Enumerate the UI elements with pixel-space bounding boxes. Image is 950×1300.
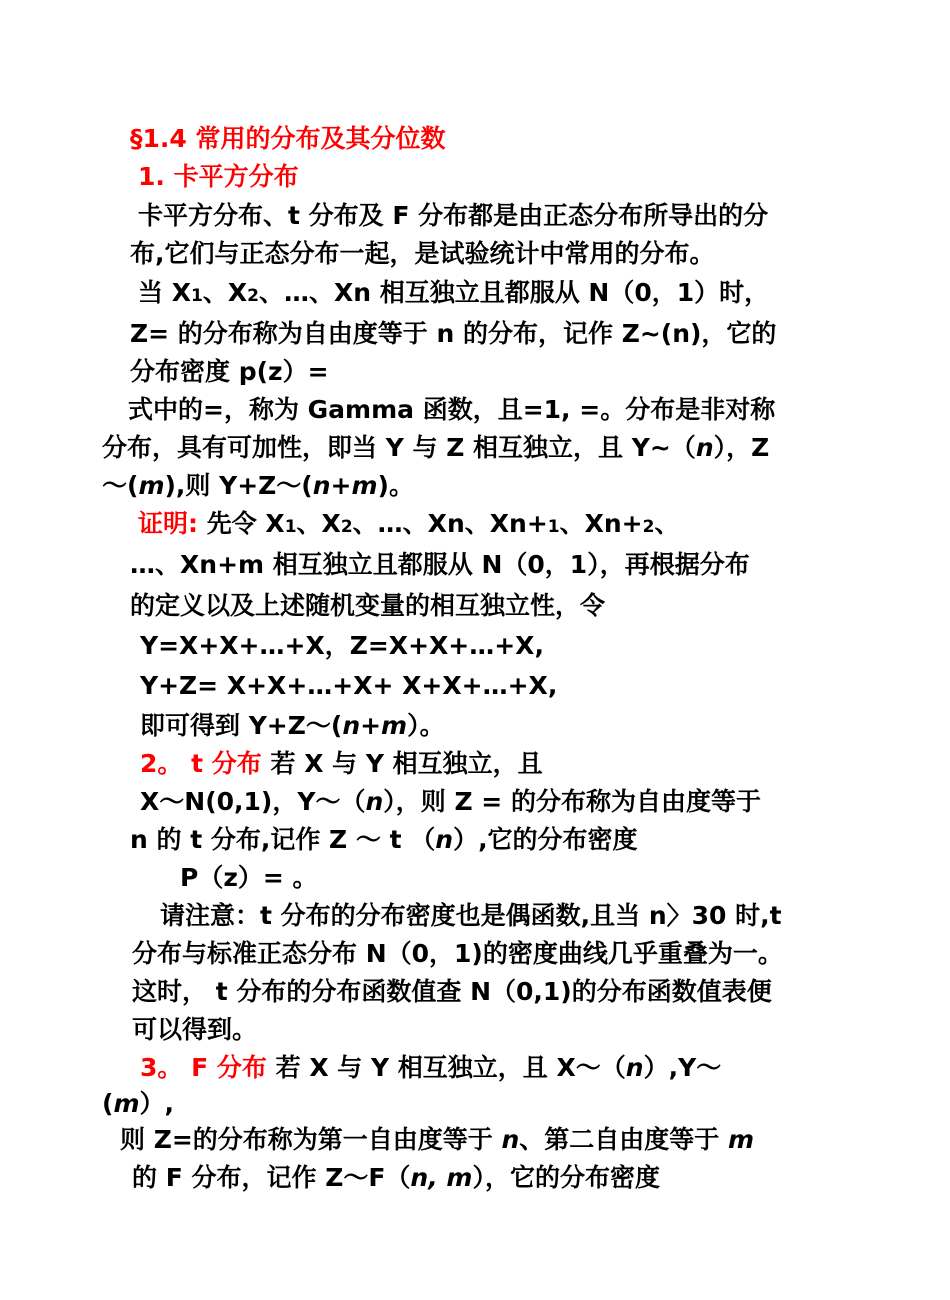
italic-var: n, m	[410, 1163, 473, 1192]
f-distribution-line	[120, 1125, 754, 1155]
italic-var: m	[728, 1125, 755, 1154]
chi-definition-line: Z= 的分布称为自由度等于 n 的分布，记作 Z~(n)，它的	[130, 319, 777, 348]
text-run: 当 X	[138, 278, 191, 307]
text-run: ）,它的分布密度	[453, 825, 638, 854]
italic-var: n+m	[342, 711, 408, 740]
text-run: 分布，具有可加性，即当 Y 与 Z 相互独立，且 Y~（	[102, 433, 696, 462]
text-run: )。	[377, 471, 414, 500]
proof-label: 证明:	[138, 509, 198, 538]
italic-var: n	[365, 787, 384, 816]
text-run: (	[102, 1089, 114, 1118]
text-run: ）,	[139, 1089, 174, 1118]
subscript: 2	[642, 517, 655, 537]
text-run: 、…、Xn 相互独立且都服从 N（0，1）时，	[258, 278, 770, 307]
text-run: ～(	[102, 471, 139, 500]
text-run: ），则 Z = 的分布称为自由度等于	[383, 787, 761, 816]
text-run: 、…、Xn、Xn+	[352, 509, 548, 538]
text-run: ）。	[407, 711, 445, 740]
text-run: 、	[654, 509, 680, 538]
t-note-line: 分布与标准正态分布 N（0，1)的密度曲线几乎重叠为一。	[132, 939, 783, 968]
subscript: 1	[547, 517, 560, 537]
text-run: ）,Y～	[643, 1053, 722, 1082]
subscript: 2	[247, 286, 259, 306]
subscript: 2	[340, 517, 353, 537]
text-run: X～N(0,1)，Y～（	[140, 787, 366, 816]
t-distribution-line	[140, 787, 761, 817]
italic-var: m	[113, 1089, 140, 1118]
f-distribution-heading: 3。 F 分布	[140, 1053, 267, 1082]
italic-var: n+m	[312, 471, 378, 500]
chi-density-line: 分布密度 p(z）=	[130, 357, 329, 386]
t-density-line: P（z）= 。	[180, 863, 318, 892]
text-run: 则 Z=的分布称为第一自由度等于	[120, 1125, 502, 1154]
proof-line: 的定义以及上述随机变量的相互独立性，令	[130, 591, 606, 620]
proof-line: Y=X+X+…+X，Z=X+X+…+X,	[140, 631, 544, 660]
t-note-line: 请注意：t 分布的分布密度也是偶函数,且当 n〉30 时,t	[160, 901, 782, 930]
f-distribution-line	[140, 1053, 721, 1083]
chi-property-line	[102, 471, 414, 501]
text-run: 、Xn+	[559, 509, 643, 538]
text-run: 若 X 与 Y 相互独立，且 X～（	[275, 1053, 626, 1082]
text-run: ），它的分布密度	[472, 1163, 660, 1192]
t-note-line: 可以得到。	[132, 1015, 258, 1044]
t-distribution-heading: 2。 t 分布	[140, 749, 262, 778]
text-run: ），Z	[713, 433, 770, 462]
proof-line	[138, 509, 680, 539]
f-distribution-line	[132, 1163, 660, 1193]
text-run: 的 F 分布，记作 Z～F（	[132, 1163, 411, 1192]
section-title: §1.4 常用的分布及其分位数	[130, 124, 446, 153]
t-distribution-line	[140, 749, 543, 779]
text-run: 、X	[202, 278, 248, 307]
italic-var: n	[625, 1053, 644, 1082]
t-note-line: 这时， t 分布的分布函数值查 N（0,1)的分布函数值表便	[132, 977, 772, 1006]
proof-line: …、Xn+m 相互独立且都服从 N（0，1），再根据分布	[130, 550, 750, 579]
text-run: 、X	[296, 509, 341, 538]
t-distribution-line	[130, 825, 638, 855]
proof-line: Y+Z= X+X+…+X+ X+X+…+X,	[140, 671, 558, 700]
subscript: 1	[284, 517, 297, 537]
text-run: 若 X 与 Y 相互独立，且	[270, 749, 543, 778]
f-distribution-line	[102, 1089, 174, 1119]
text-run: 先令 X	[206, 509, 285, 538]
chi-property-line: 式中的=，称为 Gamma 函数，且=1, =。分布是非对称	[128, 395, 776, 424]
text-run: ),则 Y+Z～(	[164, 471, 313, 500]
text-run: 、第二自由度等于	[519, 1125, 729, 1154]
subscript: 1	[190, 286, 203, 306]
chi-paragraph-line: 布,它们与正态分布一起，是试验统计中常用的分布。	[130, 239, 715, 268]
chi-property-line	[102, 433, 769, 463]
italic-var: n	[501, 1125, 520, 1154]
chi-paragraph-line: 卡平方分布、t 分布及 F 分布都是由正态分布所导出的分	[138, 201, 769, 230]
italic-var: m	[138, 471, 165, 500]
italic-var: n	[435, 825, 454, 854]
text-run: n 的 t 分布,记作 Z ～ t （	[130, 825, 436, 854]
chi-square-heading: 1. 卡平方分布	[138, 162, 299, 191]
text-run: 即可得到 Y+Z～(	[140, 711, 343, 740]
chi-definition-line	[138, 278, 769, 308]
italic-var: n	[695, 433, 714, 462]
proof-line	[140, 711, 445, 741]
